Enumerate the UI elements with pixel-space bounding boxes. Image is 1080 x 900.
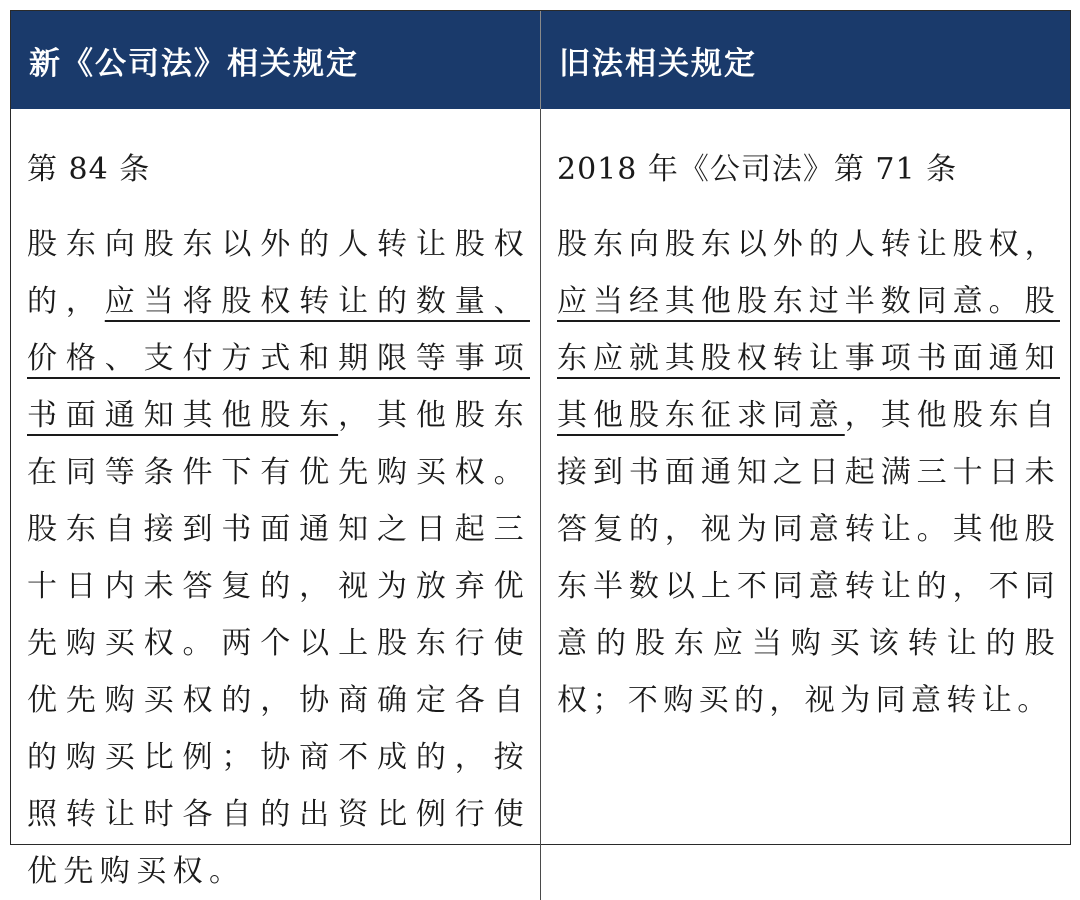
header-old-law: 旧法相关规定 [541,11,1070,109]
old-law-article-number: 2018 年《公司法》第 71 条 [557,152,958,187]
new-law-text-underlined: 应当将股权转让的数量、价格、支付方式和期限等事项书面通知其他股东 [27,284,530,433]
old-law-text-after: ，其他股东自接到书面通知之日起满三十日未答复的，视为同意转让。其他股东半数以上不同意转让的，不同意的股东应当购买该转让的股权；不购买的，视为同意转让。 [557,398,1060,718]
header-new-law: 新《公司法》相关规定 [11,11,541,109]
old-law-text-before: 股东向股东以外的人转让股权， [557,227,1060,262]
old-law-text [557,216,1060,729]
cell-new-law [11,109,541,900]
new-law-article-number: 第 84 条 [27,152,151,187]
new-law-text-after: ，其他股东在同等条件下有优先购买权。股东自接到书面通知之日起三十日内未答复的，视为放弃优先购买权。两个以上股东行使优先购买权的，协商确定各自的购买比例；协商不成的，按照转让时各自的出资比例行使优先购买权。 [27,398,531,889]
new-law-text-before: 股东向股东以外的人转让股权的， [27,227,530,319]
cell-old-law [541,109,1070,900]
comparison-table [10,10,1071,889]
new-law-text [27,216,530,900]
old-law-text-underlined: 应当经其他股东过半数同意。股东应就其股权转让事项书面通知其他股东征求同意 [557,284,1060,433]
